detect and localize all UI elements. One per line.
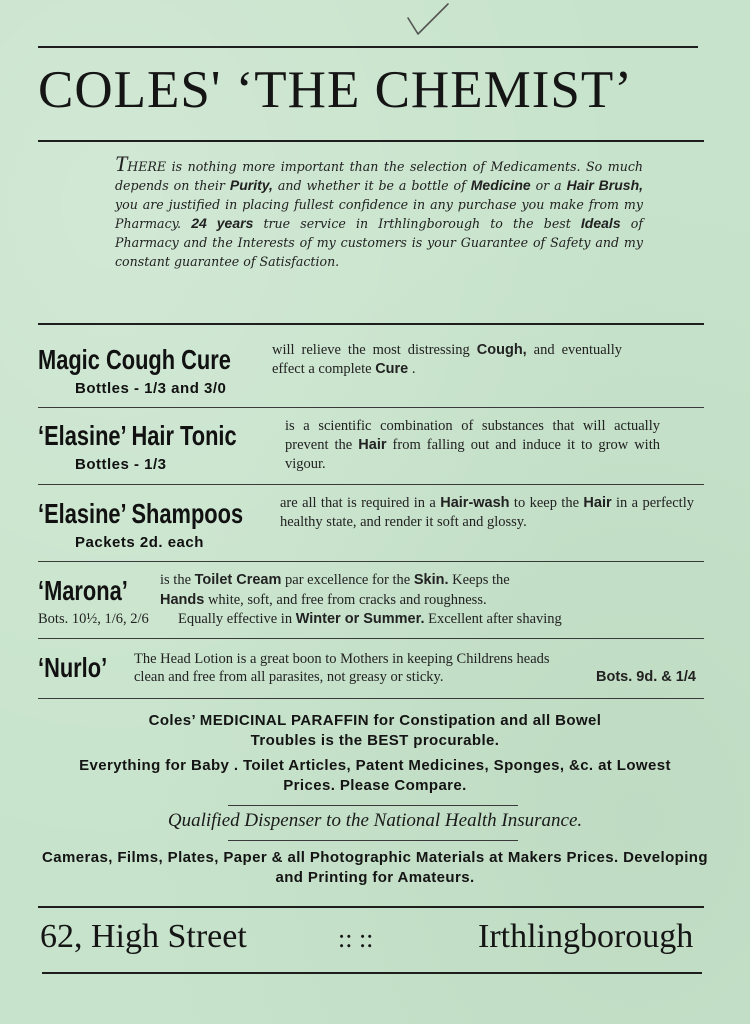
address-street: 62, High Street bbox=[40, 918, 247, 955]
divider bbox=[38, 407, 704, 408]
product-elasine-shampoos: ‘Elasine’ Shampoos bbox=[38, 498, 244, 529]
marona-line-1: is the Toilet Cream par excellence for the Skin. Keeps the bbox=[160, 572, 510, 588]
marona-line-2: Hands white, soft, and free from cracks and roughness. bbox=[160, 592, 487, 608]
divider bbox=[38, 484, 704, 485]
hair-tonic-description: is a scientific combination of substances that will actually prevent the Hair from falling out and induce it to grow with vigour. bbox=[285, 418, 660, 472]
product-marona: ‘Marona’ bbox=[38, 575, 128, 606]
product-nurlo: ‘Nurlo’ bbox=[38, 652, 108, 683]
footer-top-rule bbox=[38, 906, 704, 908]
address-town: Irthlingborough bbox=[478, 918, 694, 955]
product-elasine-hair-tonic: ‘Elasine’ Hair Tonic bbox=[38, 420, 237, 451]
baby-and-toiletries-notice: Everything for Baby . Toilet Articles, Patent Medicines, Sponges, &c. at Lowest Prices. Please Compare. bbox=[79, 757, 671, 794]
title-underline bbox=[38, 140, 704, 142]
cough-cure-description: will relieve the most distressing Cough, and eventually effect a complete Cure . bbox=[272, 342, 622, 377]
page-title: COLES' ‘THE CHEMIST’ bbox=[38, 61, 633, 119]
qualified-dispenser-line: Qualified Dispenser to the National Health Insurance. bbox=[167, 810, 583, 831]
short-divider bbox=[228, 840, 518, 841]
marona-line-3: Equally effective in Winter or Summer. Excellent after shaving bbox=[178, 611, 562, 627]
divider bbox=[38, 638, 704, 639]
top-rule bbox=[38, 46, 698, 48]
pencil-checkmark-icon bbox=[405, 2, 451, 36]
short-divider bbox=[228, 805, 518, 806]
photographic-materials-notice: Cameras, Films, Plates, Paper & all Photographic Materials at Makers Prices. Developing and Printing for Amateurs. bbox=[42, 849, 708, 886]
footer-bottom-rule bbox=[42, 972, 702, 974]
nurlo-line-2: clean and free from all parasites, not greasy or sticky. bbox=[134, 669, 444, 685]
shampoos-price: Packets 2d. each bbox=[75, 534, 204, 551]
nurlo-price: Bots. 9d. & 1/4 bbox=[596, 669, 696, 685]
intro-paragraph: THERE is nothing more important than the selection of Medicaments. So much depends on their Purity, and whether it be a bottle of Medicine or a Hair Brush, you are justified in placing fullest confidence in any purchase you make from my Pharmacy. 24 years true service in Irthlingborough to the best Ideals of Pharmacy and the Interests of my customers is your Guarantee of Safety and my constant guarantee of Satisfaction. bbox=[115, 151, 644, 269]
divider bbox=[38, 698, 704, 699]
product-magic-cough-cure: Magic Cough Cure bbox=[38, 344, 231, 375]
hair-tonic-price: Bottles - 1/3 bbox=[75, 456, 167, 473]
cough-cure-price: Bottles - 1/3 and 3/0 bbox=[75, 380, 227, 397]
address-separator: :: :: bbox=[338, 924, 374, 953]
intro-bottom-rule bbox=[38, 323, 704, 325]
shampoos-description: are all that is required in a Hair-wash to keep the Hair in a perfectly healthy state, and render it soft and glossy. bbox=[280, 495, 694, 530]
marona-prices: Bots. 10½, 1/6, 2/6 bbox=[38, 611, 149, 627]
nurlo-line-1: The Head Lotion is a great boon to Mothers in keeping Childrens heads bbox=[134, 651, 550, 667]
divider bbox=[38, 561, 704, 562]
medicinal-paraffin-notice: Coles’ MEDICINAL PARAFFIN for Constipation and all Bowel Troubles is the BEST procurable. bbox=[148, 712, 602, 749]
drop-cap: T bbox=[115, 151, 128, 176]
